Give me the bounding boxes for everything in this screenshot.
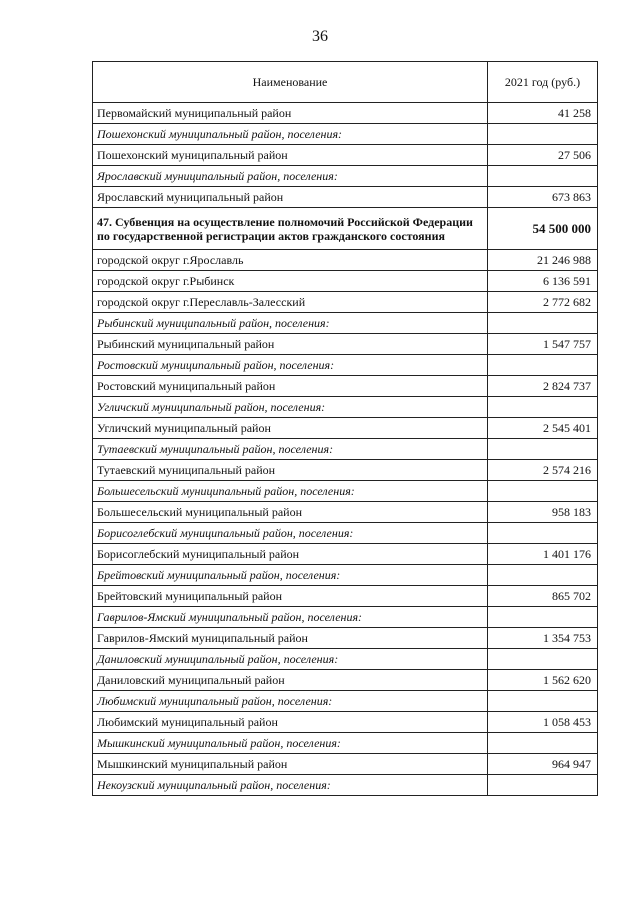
row-name-cell: Рыбинский муниципальный район, поселения: bbox=[93, 313, 488, 334]
table-row-group-heading bbox=[93, 124, 598, 145]
row-value-cell bbox=[488, 775, 598, 796]
column-header-value: 2021 год (руб.) bbox=[488, 62, 598, 103]
row-name-cell: Ростовский муниципальный район, поселения: bbox=[93, 355, 488, 376]
row-value-cell: 6 136 591 bbox=[488, 271, 598, 292]
table-row bbox=[93, 502, 598, 523]
row-value-cell: 1 058 453 bbox=[488, 712, 598, 733]
row-value-cell: 964 947 bbox=[488, 754, 598, 775]
row-name-cell: Даниловский муниципальный район bbox=[93, 670, 488, 691]
row-name-cell: Брейтовский муниципальный район bbox=[93, 586, 488, 607]
table-row bbox=[93, 418, 598, 439]
row-name-cell: Большесельский муниципальный район, поселения: bbox=[93, 481, 488, 502]
row-name-cell: Пошехонский муниципальный район bbox=[93, 145, 488, 166]
table-row-section-total bbox=[93, 208, 598, 250]
row-name-cell: Первомайский муниципальный район bbox=[93, 103, 488, 124]
table-row bbox=[93, 145, 598, 166]
row-value-cell: 673 863 bbox=[488, 187, 598, 208]
row-name-cell: 47. Субвенция на осуществление полномочий Российской Федерации по государственной регистрации актов гражданского состояния bbox=[93, 208, 488, 250]
row-name-cell: Угличский муниципальный район bbox=[93, 418, 488, 439]
table-row bbox=[93, 187, 598, 208]
table-row-group-heading bbox=[93, 481, 598, 502]
row-value-cell: 865 702 bbox=[488, 586, 598, 607]
row-name-cell: Рыбинский муниципальный район bbox=[93, 334, 488, 355]
table-row bbox=[93, 670, 598, 691]
table-row-group-heading bbox=[93, 649, 598, 670]
table-row bbox=[93, 292, 598, 313]
row-name-cell: Большесельский муниципальный район bbox=[93, 502, 488, 523]
row-value-cell: 1 547 757 bbox=[488, 334, 598, 355]
table-row-group-heading bbox=[93, 733, 598, 754]
table-body bbox=[93, 103, 598, 796]
row-name-cell: Тутаевский муниципальный район, поселения: bbox=[93, 439, 488, 460]
table-row bbox=[93, 376, 598, 397]
row-value-cell bbox=[488, 313, 598, 334]
row-value-cell: 1 562 620 bbox=[488, 670, 598, 691]
table-row bbox=[93, 586, 598, 607]
table-row-group-heading bbox=[93, 439, 598, 460]
table-row-group-heading bbox=[93, 313, 598, 334]
table-row-group-heading bbox=[93, 397, 598, 418]
row-value-cell bbox=[488, 565, 598, 586]
table-row bbox=[93, 103, 598, 124]
row-name-cell: Ярославский муниципальный район bbox=[93, 187, 488, 208]
row-name-cell: Мышкинский муниципальный район, поселения: bbox=[93, 733, 488, 754]
row-value-cell bbox=[488, 397, 598, 418]
row-name-cell: городской округ г.Переславль-Залесский bbox=[93, 292, 488, 313]
table-row-group-heading bbox=[93, 691, 598, 712]
table-row-group-heading bbox=[93, 775, 598, 796]
row-name-cell: Тутаевский муниципальный район bbox=[93, 460, 488, 481]
row-name-cell: Любимский муниципальный район bbox=[93, 712, 488, 733]
row-name-cell: Брейтовский муниципальный район, поселения: bbox=[93, 565, 488, 586]
table-row bbox=[93, 628, 598, 649]
table-row bbox=[93, 712, 598, 733]
row-value-cell bbox=[488, 691, 598, 712]
row-name-cell: городской округ г.Ярославль bbox=[93, 250, 488, 271]
table-row-group-heading bbox=[93, 565, 598, 586]
table-row bbox=[93, 754, 598, 775]
row-value-cell bbox=[488, 733, 598, 754]
row-value-cell: 27 506 bbox=[488, 145, 598, 166]
page-number: 36 bbox=[312, 28, 328, 45]
table-row-group-heading bbox=[93, 523, 598, 544]
row-name-cell: Некоузский муниципальный район, поселения: bbox=[93, 775, 488, 796]
row-value-cell: 958 183 bbox=[488, 502, 598, 523]
row-name-cell: Ростовский муниципальный район bbox=[93, 376, 488, 397]
row-name-cell: Гаврилов-Ямский муниципальный район, поселения: bbox=[93, 607, 488, 628]
row-value-cell bbox=[488, 481, 598, 502]
budget-table bbox=[92, 61, 598, 796]
row-value-cell bbox=[488, 166, 598, 187]
row-value-cell: 21 246 988 bbox=[488, 250, 598, 271]
column-header-name: Наименование bbox=[93, 62, 488, 103]
row-name-cell: Ярославский муниципальный район, поселения: bbox=[93, 166, 488, 187]
row-value-cell bbox=[488, 523, 598, 544]
table-row-group-heading bbox=[93, 166, 598, 187]
row-value-cell: 2 824 737 bbox=[488, 376, 598, 397]
row-value-cell bbox=[488, 607, 598, 628]
row-name-cell: городской округ г.Рыбинск bbox=[93, 271, 488, 292]
table-row bbox=[93, 460, 598, 481]
row-value-cell: 54 500 000 bbox=[488, 208, 598, 250]
row-value-cell bbox=[488, 355, 598, 376]
table-header-row bbox=[93, 62, 598, 103]
row-name-cell: Даниловский муниципальный район, поселения: bbox=[93, 649, 488, 670]
row-name-cell: Борисоглебский муниципальный район bbox=[93, 544, 488, 565]
table-row-group-heading bbox=[93, 607, 598, 628]
row-name-cell: Борисоглебский муниципальный район, поселения: bbox=[93, 523, 488, 544]
row-value-cell: 2 545 401 bbox=[488, 418, 598, 439]
row-value-cell: 2 772 682 bbox=[488, 292, 598, 313]
row-name-cell: Любимский муниципальный район, поселения: bbox=[93, 691, 488, 712]
row-name-cell: Гаврилов-Ямский муниципальный район bbox=[93, 628, 488, 649]
table-row bbox=[93, 271, 598, 292]
row-value-cell bbox=[488, 649, 598, 670]
row-name-cell: Мышкинский муниципальный район bbox=[93, 754, 488, 775]
row-value-cell: 1 401 176 bbox=[488, 544, 598, 565]
row-value-cell: 41 258 bbox=[488, 103, 598, 124]
row-name-cell: Угличский муниципальный район, поселения: bbox=[93, 397, 488, 418]
row-name-cell: Пошехонский муниципальный район, поселения: bbox=[93, 124, 488, 145]
table-row bbox=[93, 334, 598, 355]
row-value-cell: 2 574 216 bbox=[488, 460, 598, 481]
row-value-cell bbox=[488, 124, 598, 145]
row-value-cell: 1 354 753 bbox=[488, 628, 598, 649]
table-row bbox=[93, 544, 598, 565]
table-row bbox=[93, 250, 598, 271]
table-row-group-heading bbox=[93, 355, 598, 376]
row-value-cell bbox=[488, 439, 598, 460]
